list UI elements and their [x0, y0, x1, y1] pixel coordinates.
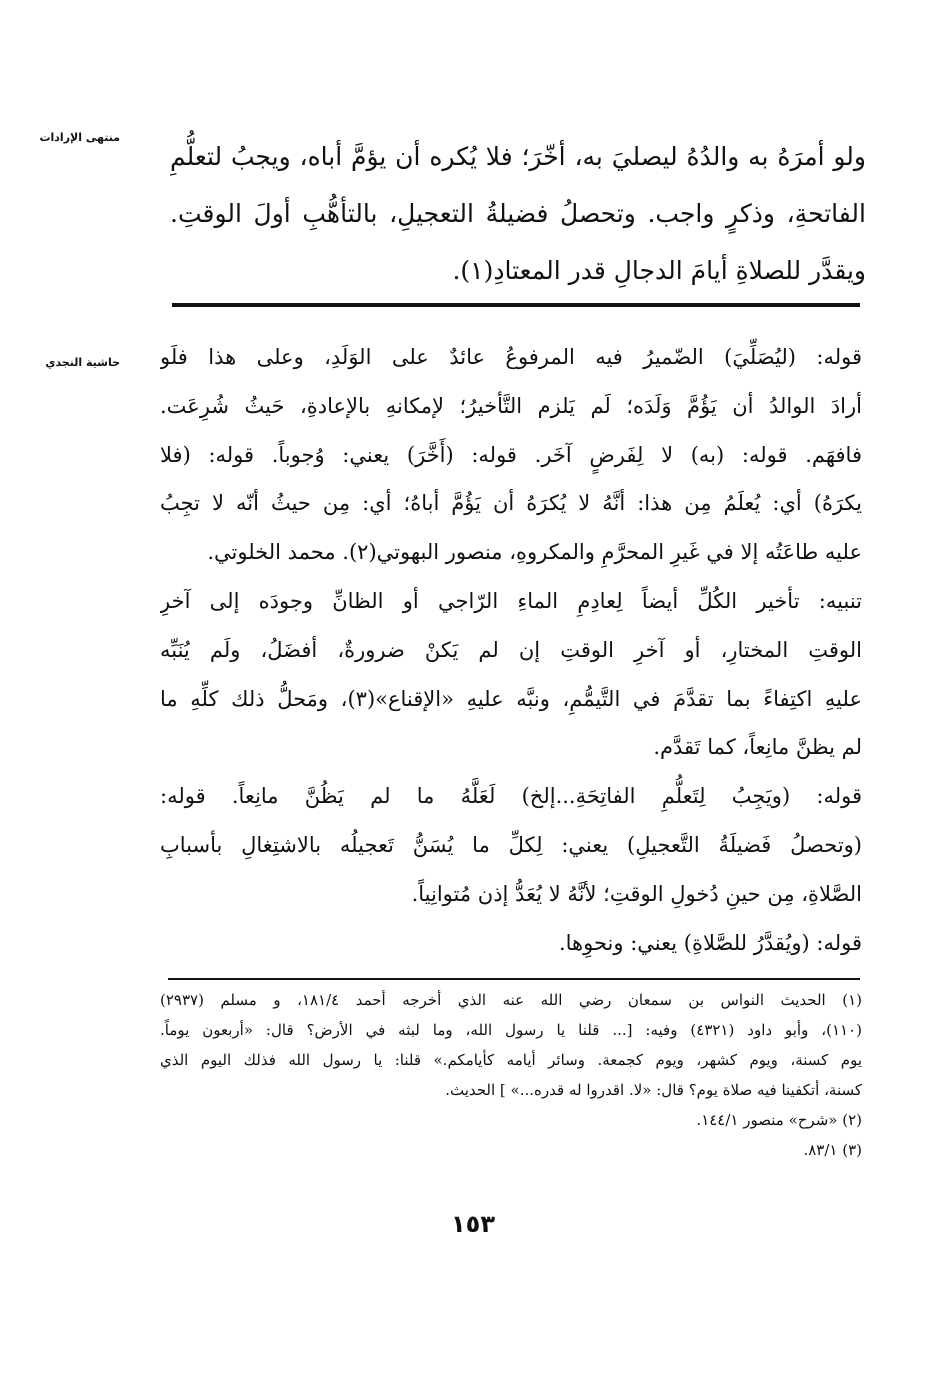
footnote-line: (١) الحديث النواس بن سمعان رضي الله عنه الذي أخرجه أحمد ١٨١/٤، و مسلم (٢٩٣٧)	[160, 991, 862, 1009]
section-divider	[172, 303, 860, 307]
sharh-line: تنبيه: تأخير الكُلِّ أيضاً لِعادِمِ الماءِ الرّاجي أو الظانِّ وجودَه إلى آخرِ	[160, 588, 862, 613]
sharh-line: عليهِ اكتِفاءً بما تقدَّمَ في التَّيمُّمِ، ونبَّه عليهِ «الإقناع»(٣)، ومَحلُّ ذلك كلِّهِ ما	[160, 686, 862, 711]
side-label-matn: منتهى الإرادات	[39, 131, 120, 144]
sharh-line: يكرَهُ) أي: يُعلَمُ مِن هذا: أنَّهُ لا يُكرَهُ أن يَؤُمَّ أباهُ؛ أي: مِن حيثُ أنّه لا تجِبُ	[160, 491, 862, 516]
sharh-line: قوله: (ليُصَلِّيَ) الضّميرُ فيه المرفوعُ عائدٌ على الوَلَدِ، وعلى هذا فلَو	[160, 345, 862, 369]
sharh-line: عليه طاعَتُه إلا في غَيرِ المحرَّمِ والمكروهِ، منصور البهوتي(٢). محمد الخلوتي.	[207, 540, 862, 565]
page-number: ١٥٣	[451, 1210, 495, 1238]
footnote-divider	[168, 978, 860, 980]
footnote-line: يوم كسنة، ويوم كشهر، ويوم كجمعة. وسائر أيامه كأيامكم.» قلنا: يا رسول الله فذلك اليوم الذي	[160, 1051, 862, 1069]
sharh-line: قوله: (ويُقدَّرُ للصَّلاةِ) يعني: ونحوِها.	[558, 930, 862, 955]
sharh-text-block	[160, 333, 862, 967]
matn-text-block	[170, 128, 866, 299]
footnote-line: (٣) ٨٣/١.	[803, 1141, 862, 1159]
sharh-line: أرادَ الوالدُ أن يَؤُمَّ وَلَدَه؛ لَم يَلزم التَّأخيرُ؛ لإمكانهِ بالإعادةِ، حَيثُ شُرِعَت.	[160, 393, 862, 418]
footnote-line: (٢) «شرح» منصور ١٤٤/١.	[696, 1111, 862, 1129]
sharh-line: قوله: (ويَجِبُ لِتَعلُّمِ الفاتِحَةِ...إلخ) لَعَلَّهُ ما لم يَظُنَّ مانِعاً. قوله:	[160, 784, 862, 809]
side-label-sharh: حاشية النجدي	[45, 356, 120, 369]
footnote-line: كسنة، أتكفينا فيه صلاة يوم؟ قال: «لا. اقدروا له قدره...» ] الحديث.	[445, 1081, 862, 1099]
sharh-line: الصَّلاةِ، مِن حينِ دُخولِ الوقتِ؛ لأنَّهُ لا يُعَدُّ إذن مُتوانِياً.	[411, 881, 862, 906]
footnotes-block	[160, 985, 862, 1165]
footnote-line: (١١٠)، وأبو داود (٤٣٢١) وفيه: [... قلنا يا رسول الله، وما لبثه في الأرض؟ قال: «أربعون يوماً.	[160, 1021, 862, 1039]
matn-line: ولو أمرَهُ به والدُهُ ليصليَ به، أخّرَ؛ فلا يُكره أن يؤمَّ أباه، ويجبُ لتعلُّمِ	[170, 142, 866, 171]
sharh-line: الوقتِ المختارِ، أو آخرِ الوقتِ إن لم يَكنْ ضرورةٌ، أفضَلُ، ولَم يُنَبِّه	[160, 637, 862, 662]
sharh-line: فافهَم. قوله: (به) لا لِفَرضٍ آخَر. قوله: (أَخَّرَ) يعني: وُجوباً. قوله: (فلا	[160, 442, 862, 467]
matn-line: ويقدَّر للصلاةِ أيامَ الدجالِ قدر المعتادِ(١).	[452, 256, 866, 285]
sharh-line: لم يظنَّ مانِعاً، كما تَقدَّم.	[653, 735, 862, 760]
matn-line: الفاتحةِ، وذكرٍ واجب. وتحصلُ فضيلةُ التعجيلِ، بالتأهُّبِ أولَ الوقتِ.	[170, 199, 866, 228]
sharh-line: (وتحصلُ فَضيلَةُ التَّعجيلِ) يعني: لِكلِّ ما يُسَنُّ تَعجيلُه بالاشتِغالِ بأسبابِ	[160, 832, 862, 857]
